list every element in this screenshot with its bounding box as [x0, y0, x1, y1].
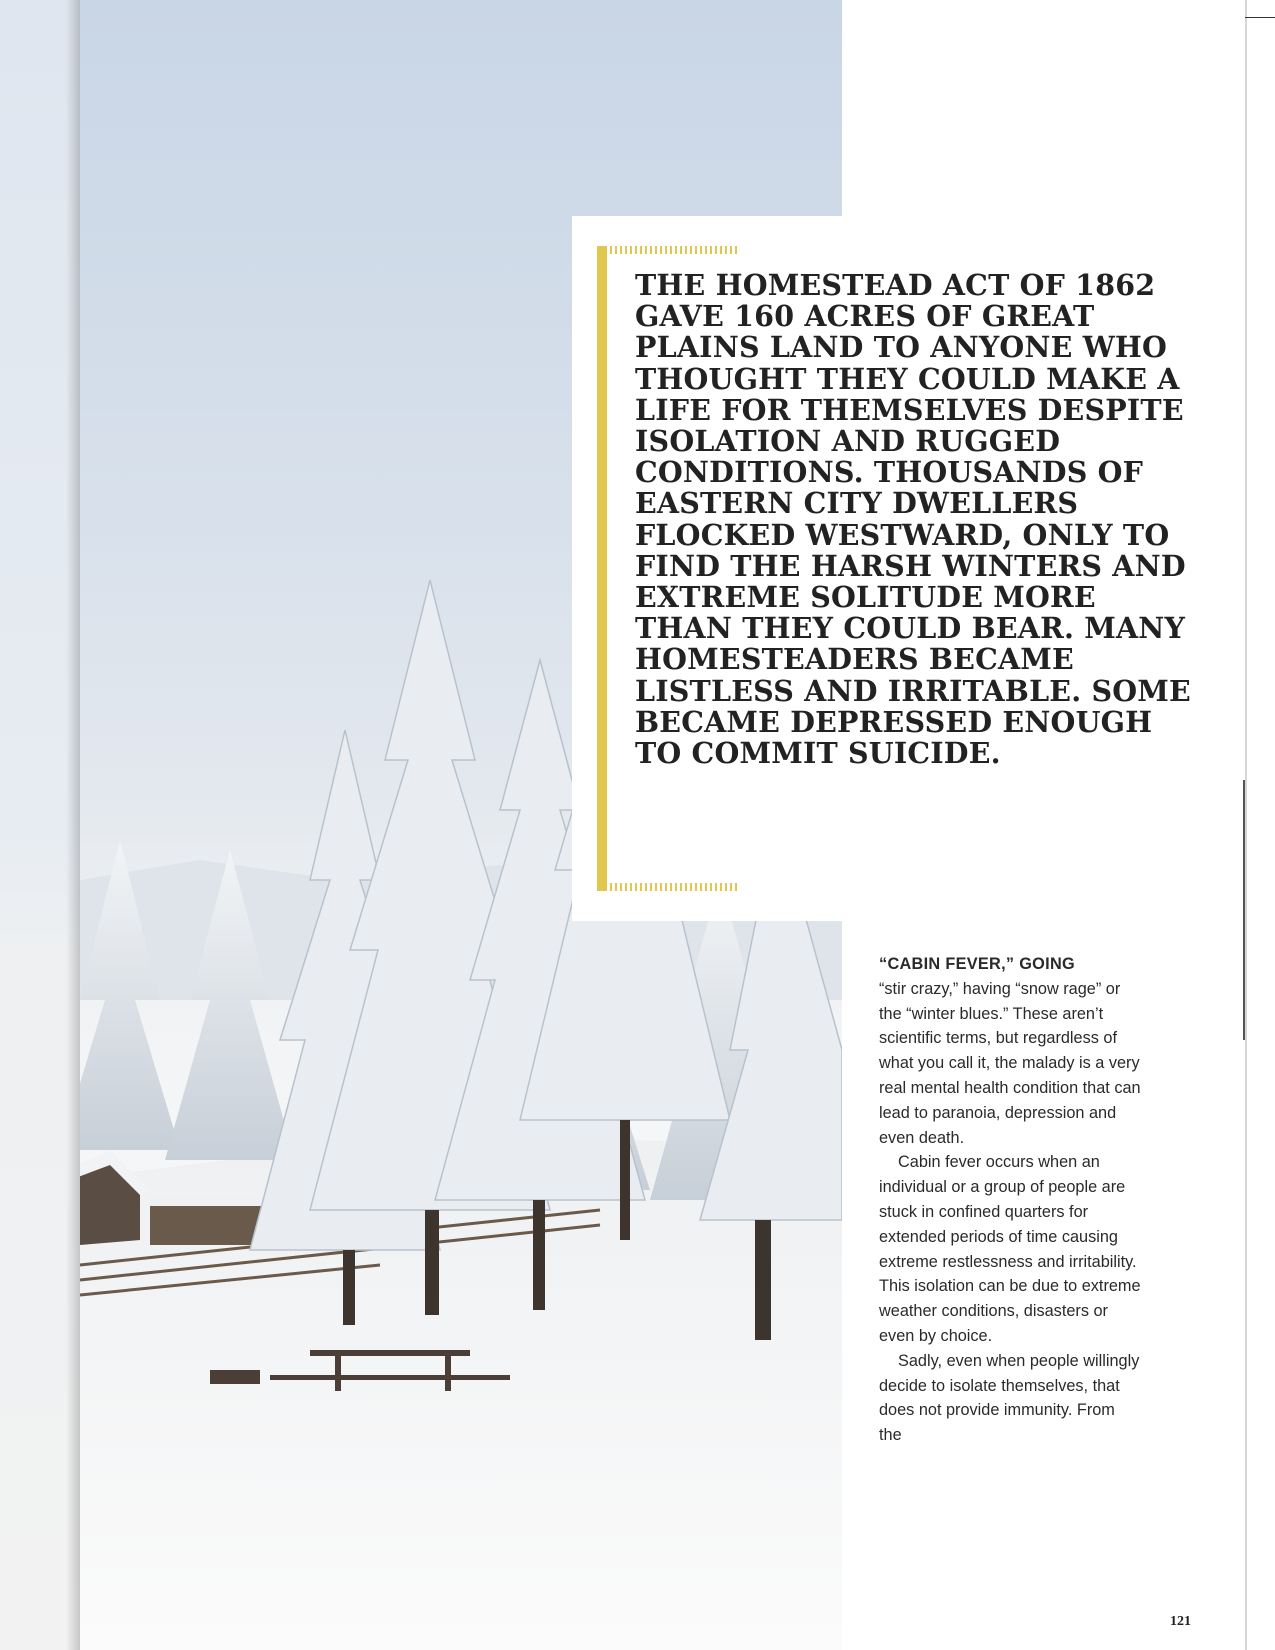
pull-quote-text: THE HOMESTEAD ACT OF 1862 GAVE 160 ACRES OF GREAT PLAINS LAND TO ANYONE WHO THOUGHT THEY COULD MAKE A LIFE FOR THEMSELVES DESPITE ISOLATION AND RUGGED CONDITIONS. THOUSANDS OF EASTERN CITY DWELLERS FLOCKED WESTWARD, ONLY TO FIND THE HARSH WINTERS AND EXTREME SOLITUDE MORE THAN THEY COULD BEAR. MANY HOMESTEADERS BECAME LISTLESS AND IRRITABLE. SOME BECAME DEPRESSED ENOUGH TO COMMIT SUICIDE.: [635, 268, 1191, 771]
page-corner-line: [1245, 17, 1275, 18]
article-paragraph-1-text: “stir crazy,” having “snow rage” or the “winter blues.” These aren’t scientific terms, but regardless of what you call it, the malady is a very real mental health condition that can lead to paranoia, depression and even death.: [879, 979, 1141, 1147]
left-page-edge: [0, 0, 80, 1650]
article-paragraph-2: Cabin fever occurs when an individual or a group of people are stuck in confined quarters for extended periods of time causing extreme restlessness and irritability. This isolation can be due to extreme weather conditions, disasters or even by choice.: [879, 1153, 1141, 1345]
pull-quote-tick-top: [610, 246, 740, 254]
page-number: 121: [1170, 1614, 1191, 1629]
pull-quote-accent-bar: [597, 246, 607, 891]
article-paragraph-1: [879, 952, 1141, 1150]
article-paragraph-3: Sadly, even when people willingly decide to isolate themselves, that does not provide immunity. From the: [879, 1351, 1140, 1445]
article-lead-in: “CABIN FEVER,” GOING: [879, 955, 1075, 973]
article-body: [879, 952, 1141, 1448]
binding-shadow: [66, 0, 80, 1650]
page-edge-shadow: [1243, 780, 1245, 1040]
pull-quote-tick-bottom: [610, 883, 740, 891]
page-edge-line: [1245, 0, 1247, 1650]
